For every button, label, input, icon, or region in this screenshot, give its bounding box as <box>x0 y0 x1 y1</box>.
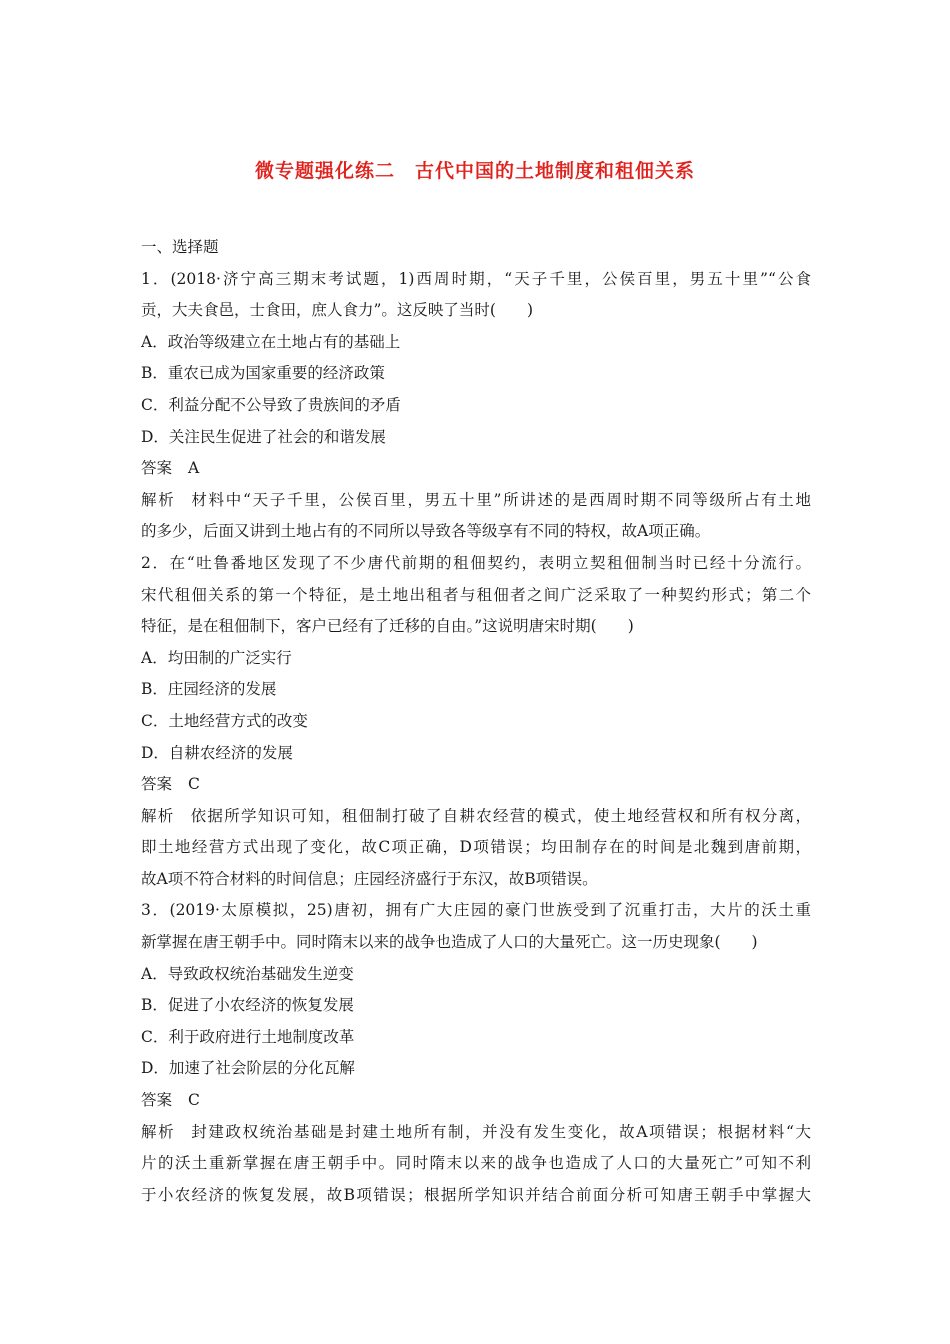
question-2 <box>141 548 811 896</box>
question-3 <box>141 895 811 1211</box>
option-b: B．促进了小农经济的恢复发展 <box>141 996 354 1015</box>
question-stem-line: 宋代租佃关系的第一个特征，是土地出租者与租佃者之间广泛采取了一种契约形式；第二个 <box>141 585 811 604</box>
answer-label: 答案 <box>141 459 173 478</box>
page-title: 微专题强化练二 古代中国的土地制度和租佃关系 <box>254 160 695 182</box>
option-c: C．利于政府进行土地制度改革 <box>141 1027 355 1046</box>
option-b: B．重农已成为国家重要的经济政策 <box>141 364 385 383</box>
answer-line <box>141 453 811 485</box>
option-d: D．关注民生促进了社会的和谐发展 <box>141 427 386 446</box>
question-stem-line: 贡，大夫食邑，士食田，庶人食力”。这反映了当时( ) <box>141 301 534 320</box>
question-stem-line: 3．(2019·太原模拟，25)唐初，拥有广大庄园的豪门世族受到了沉重打击，大片的沃土重 <box>141 901 811 920</box>
analysis-line: 即土地经营方式出现了变化，故C项正确，D项错误；均田制存在的时间是北魏到唐前期， <box>141 838 811 857</box>
answer-line <box>141 1085 811 1117</box>
analysis-line: 的多少，后面又讲到土地占有的不同所以导致各等级享有不同的特权，故A项正确。 <box>141 522 711 541</box>
answer-label: 答案 <box>141 775 173 794</box>
analysis-line: 故A项不符合材料的时间信息；庄园经济盛行于东汉，故B项错误。 <box>141 869 598 888</box>
answer-line <box>141 769 811 801</box>
option-a: A．均田制的广泛实行 <box>141 648 292 667</box>
section-heading: 一、选择题 <box>141 238 219 256</box>
option-d: D．自耕农经济的发展 <box>141 743 293 762</box>
answer-value: C <box>188 775 200 794</box>
question-stem-line: 1．(2018·济宁高三期末考试题，1)西周时期，“天子千里，公侯百里，男五十里”“公食 <box>141 269 811 288</box>
analysis-line <box>141 801 811 833</box>
document-body <box>141 232 811 1211</box>
answer-value: A <box>188 459 200 478</box>
question-stem-line: 2．在“吐鲁番地区发现了不少唐代前期的租佃契约，表明立契租佃制当时已经十分流行。 <box>141 553 811 572</box>
analysis-line <box>141 485 811 517</box>
analysis-label: 解析 <box>141 1122 176 1141</box>
analysis-text: 封建政权统治基础是封建土地所有制，并没有发生变化，故A项错误；根据材料“大 <box>191 1122 811 1141</box>
answer-value: C <box>188 1091 200 1110</box>
analysis-label: 解析 <box>141 490 176 509</box>
option-a: A．导致政权统治基础发生逆变 <box>141 964 354 983</box>
analysis-label: 解析 <box>141 806 175 825</box>
question-1 <box>141 264 811 548</box>
option-b: B．庄园经济的发展 <box>141 680 277 699</box>
question-stem-line: 特征，是在租佃制下，客户已经有了迁移的自由。”这说明唐宋时期( ) <box>141 617 634 636</box>
analysis-line <box>141 1117 811 1149</box>
answer-label: 答案 <box>141 1091 173 1110</box>
option-c: C．利益分配不公导致了贵族间的矛盾 <box>141 395 401 414</box>
analysis-line: 片的沃土重新掌握在唐王朝手中。同时隋末以来的战争也造成了人口的大量死亡”可知不利 <box>141 1154 811 1173</box>
option-a: A．政治等级建立在土地占有的基础上 <box>141 332 401 351</box>
analysis-text: 材料中“天子千里，公侯百里，男五十里”所讲述的是西周时期不同等级所占有土地 <box>191 490 811 509</box>
option-c: C．土地经营方式的改变 <box>141 711 308 730</box>
analysis-line: 于小农经济的恢复发展，故B项错误；根据所学知识并结合前面分析可知唐王朝手中掌握大 <box>141 1185 811 1204</box>
analysis-text: 依据所学知识可知，租佃制打破了自耕农经营的模式，使土地经营权和所有权分离， <box>190 806 811 825</box>
question-stem-line: 新掌握在唐王朝手中。同时隋末以来的战争也造成了人口的大量死亡。这一历史现象( ) <box>141 933 758 952</box>
option-d: D．加速了社会阶层的分化瓦解 <box>141 1059 355 1078</box>
